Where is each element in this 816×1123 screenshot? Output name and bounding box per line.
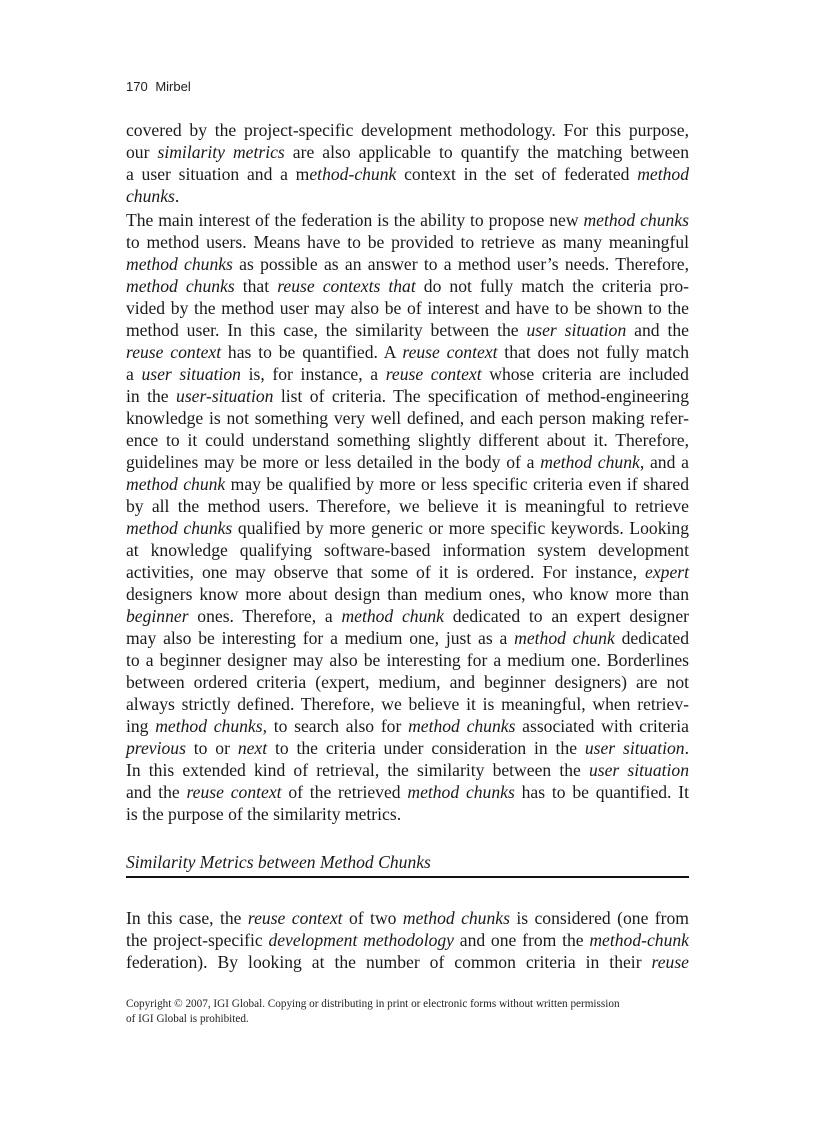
italic-term: reuse context (385, 364, 482, 384)
italic-term: method chunk (514, 628, 615, 648)
text-line (126, 539, 689, 561)
italic-term: user situation (141, 364, 241, 384)
italic-term: reuse context (126, 342, 222, 362)
text-run: dedicated (614, 628, 689, 648)
text-line (126, 495, 689, 517)
text-line (126, 781, 689, 803)
paragraph-1 (126, 119, 689, 207)
text-run: , and a (639, 452, 689, 472)
text-line (126, 473, 689, 495)
text-line (126, 341, 689, 363)
text-run: between ordered criteria (expert, medium, and beginner designers) are not (126, 672, 689, 692)
italic-term: method chunks (402, 908, 510, 928)
italic-term: method chunk (341, 606, 444, 626)
text-run: by all the method users. Therefore, we believe it is meaningful to retrieve (126, 496, 689, 516)
text-run: ence to it could understand something slightly different about it. Therefore, (126, 430, 689, 450)
text-run: and one from the (454, 930, 590, 950)
text-run: of two (342, 908, 403, 928)
copyright-footer (126, 997, 696, 1027)
italic-term: method chunks (126, 518, 233, 538)
italic-term: user-situation (176, 386, 274, 406)
italic-term: reuse context (186, 782, 282, 802)
text-line (126, 363, 689, 385)
text-run: covered by the project-specific development methodology. For this purpose, (126, 120, 689, 140)
running-head (126, 79, 191, 94)
text-run: the project-specific (126, 930, 269, 950)
text-run: always strictly defined. Therefore, we believe it is meaningful, when retriev- (126, 694, 689, 714)
author-name: Mirbel (155, 79, 191, 94)
copyright-line-2: of IGI Global is prohibited. (126, 1013, 249, 1025)
italic-term: reuse context (247, 908, 343, 928)
text-run: as possible as an answer to a method user’s needs. Therefore, (232, 254, 689, 274)
text-run: . (684, 738, 689, 758)
italic-term: method-chunk (589, 930, 689, 950)
text-line (126, 561, 689, 583)
text-run: dedicated to an expert designer (444, 606, 690, 626)
text-line (126, 385, 689, 407)
text-line (126, 297, 689, 319)
text-run: federation). By looking at the number of common criteria in their (126, 952, 652, 972)
text-line (126, 231, 689, 253)
text-run: activities, one may observe that some of it is ordered. For instance, (126, 562, 646, 582)
text-line (126, 583, 689, 605)
text-line (126, 715, 689, 737)
text-run: knowledge is not something very well defined, and each person making refer- (126, 408, 689, 428)
text-run: a user situation and a m (126, 164, 310, 184)
paragraph-3 (126, 907, 689, 973)
text-run: a (126, 364, 142, 384)
text-line (126, 319, 689, 341)
text-line (126, 407, 689, 429)
italic-term: method chunks, (155, 716, 267, 736)
text-run: ing (126, 716, 156, 736)
text-line (126, 671, 689, 693)
text-line (126, 759, 689, 781)
text-run: to search also for (266, 716, 409, 736)
text-run: . (174, 186, 180, 206)
italic-term: development methodology (268, 930, 454, 950)
text-run: whose criteria are included (481, 364, 689, 384)
text-run: associated with criteria (515, 716, 689, 736)
text-run: is, for instance, a (240, 364, 386, 384)
italic-term: method chunks (407, 782, 515, 802)
text-line (126, 253, 689, 275)
italic-term: method chunks (126, 254, 233, 274)
italic-term: reuse (651, 952, 689, 972)
text-run: has to be quantified. A (221, 342, 403, 362)
italic-term: method chunk (126, 474, 226, 494)
italic-term: user situation (526, 320, 627, 340)
text-line (126, 185, 689, 207)
italic-term: reuse context (402, 342, 498, 362)
text-run: context in the set of federated (396, 164, 638, 184)
paragraph-2 (126, 209, 689, 825)
text-line (126, 649, 689, 671)
text-run: to or (185, 738, 238, 758)
text-line (126, 451, 689, 473)
text-run: to a beginner designer may also be interesting for a medium one. Borderlines (126, 650, 689, 670)
text-run: designers know more about design than medium ones, who know more than (126, 584, 689, 604)
text-run: and the (126, 782, 187, 802)
text-run: guidelines may be more or less detailed in the body of a (126, 452, 541, 472)
text-line (126, 141, 689, 163)
italic-term: expert (645, 562, 689, 582)
text-line (126, 907, 689, 929)
text-run: do not fully match the criteria pro- (415, 276, 689, 296)
text-line (126, 951, 689, 973)
italic-term: beginner (126, 606, 189, 626)
text-run: our (126, 142, 158, 162)
page-number: 170 (126, 79, 148, 94)
text-line (126, 737, 689, 759)
text-line (126, 209, 689, 231)
text-run: and the (626, 320, 689, 340)
text-line (126, 119, 689, 141)
text-run: In this case, the (126, 908, 248, 928)
text-run: The main interest of the federation is the ability to propose new (126, 210, 584, 230)
text-run: of the retrieved (281, 782, 408, 802)
italic-term: chunks (126, 186, 175, 206)
text-line (126, 929, 689, 951)
text-run: are also applicable to quantify the matching between (284, 142, 689, 162)
text-run: has to be quantified. It (514, 782, 689, 802)
text-run: in the (126, 386, 177, 406)
italic-term: next (237, 738, 268, 758)
text-line (126, 627, 689, 649)
text-run: may be qualified by more or less specific criteria even if shared (225, 474, 689, 494)
italic-term: method chunks (126, 276, 235, 296)
text-run: that (234, 276, 278, 296)
text-run: ones. Therefore, a (188, 606, 342, 626)
italic-term: previous (126, 738, 186, 758)
text-line (126, 517, 689, 539)
text-run: method user. In this case, the similarity between the (126, 320, 527, 340)
copyright-line-1: Copyright © 2007, IGI Global. Copying or distributing in print or electronic forms without written permission (126, 998, 620, 1010)
text-line (126, 693, 689, 715)
text-run: to the criteria under consideration in the (267, 738, 585, 758)
italic-term: user situation (584, 738, 685, 758)
text-run: may also be interesting for a medium one, just as a (126, 628, 515, 648)
text-run: is considered (one from (509, 908, 689, 928)
italic-term: ethod-chunk (309, 164, 397, 184)
italic-term: method chunks (583, 210, 689, 230)
text-run: that does not fully match (497, 342, 689, 362)
italic-term: method (637, 164, 689, 184)
section-heading: Similarity Metrics between Method Chunks (126, 851, 689, 878)
text-run: In this extended kind of retrieval, the similarity between the (126, 760, 589, 780)
text-line (126, 275, 689, 297)
italic-term: user situation (588, 760, 689, 780)
text-line (126, 803, 689, 825)
text-line (126, 163, 689, 185)
text-line (126, 429, 689, 451)
text-run: list of criteria. The specification of method-engineering (273, 386, 689, 406)
italic-term: reuse contexts that (277, 276, 416, 296)
text-run: is the purpose of the similarity metrics. (126, 804, 402, 824)
italic-term: method chunks (408, 716, 516, 736)
text-run: vided by the method user may also be of interest and have to be shown to the (126, 298, 689, 318)
text-run: to method users. Means have to be provided to retrieve as many meaningful (126, 232, 689, 252)
italic-term: method chunk (540, 452, 640, 472)
text-run: at knowledge qualifying software-based information system development (126, 540, 689, 560)
text-line (126, 605, 689, 627)
text-run: qualified by more generic or more specific keywords. Looking (232, 518, 689, 538)
italic-term: similarity metrics (157, 142, 285, 162)
